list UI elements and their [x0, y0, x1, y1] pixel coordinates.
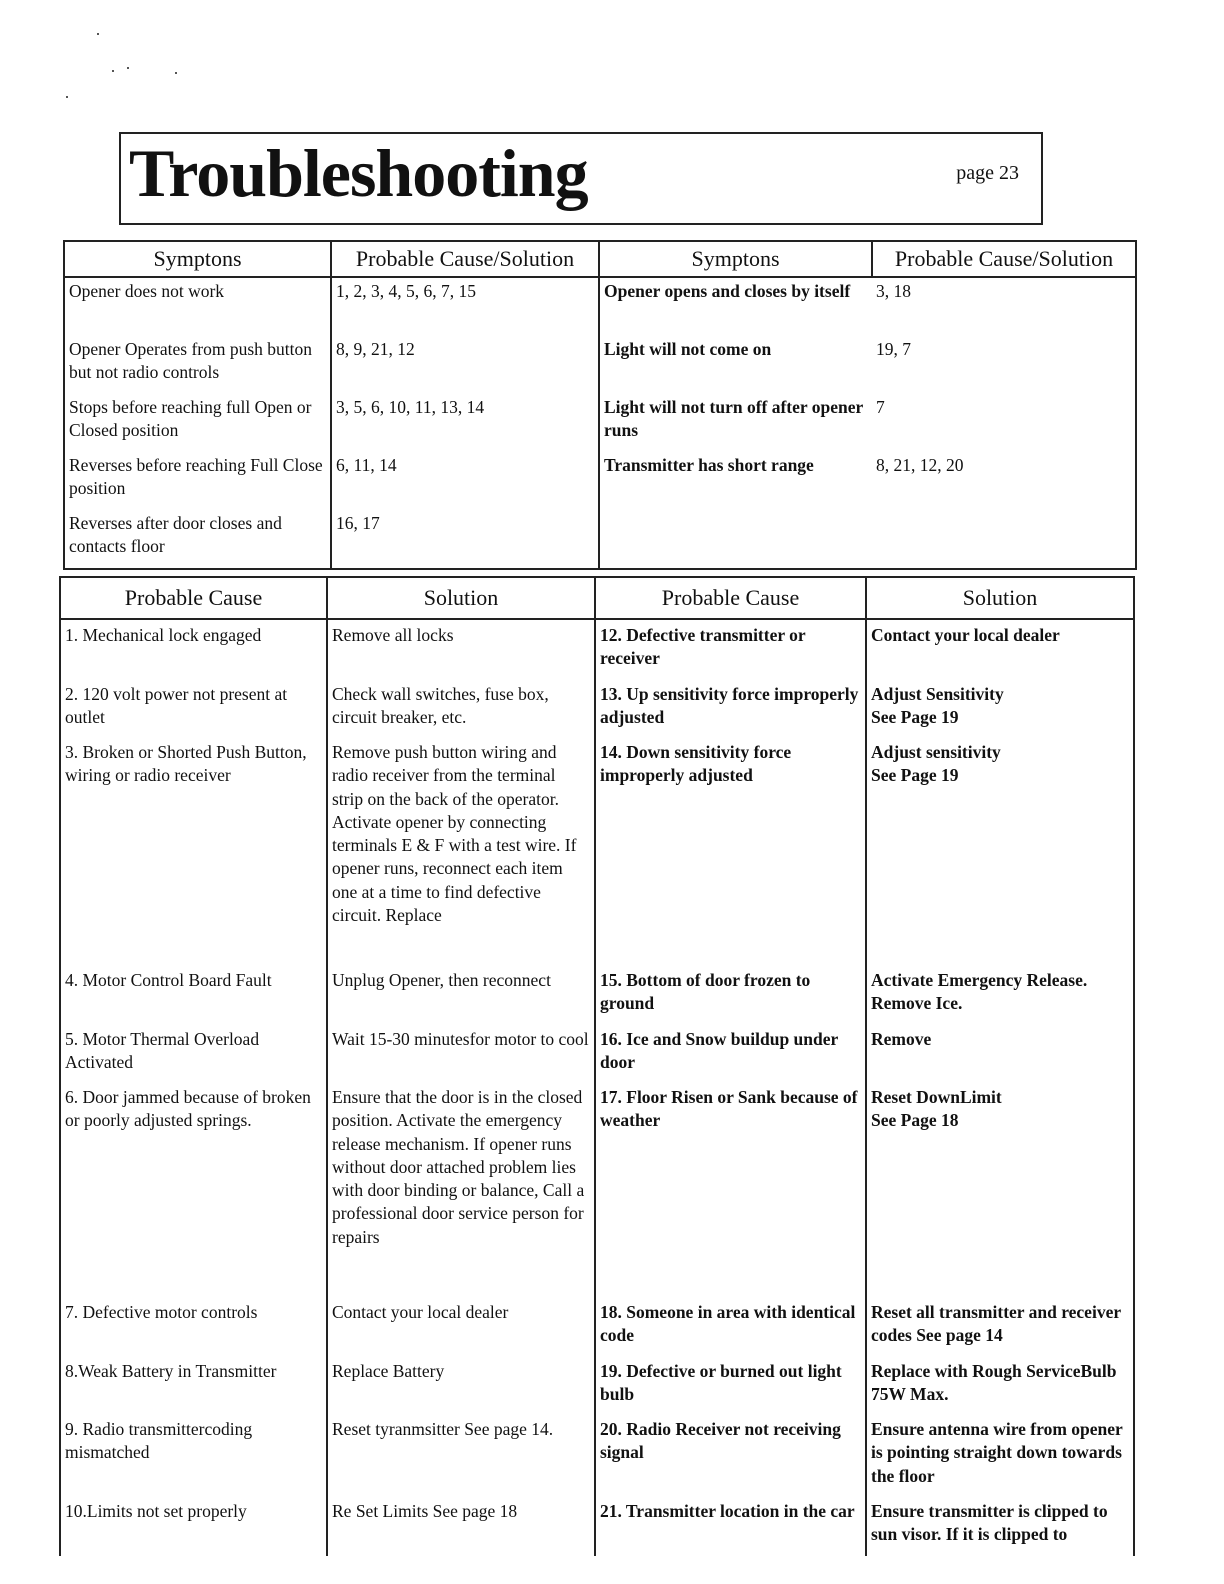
table-cell: Stops before reaching full Open or Closed position [64, 394, 331, 452]
header-probable-cause-left: Probable Cause [60, 577, 327, 619]
symptoms-table [63, 240, 1137, 570]
table-row [64, 277, 1136, 336]
table-cell: 2. 120 volt power not present at outlet [60, 679, 327, 738]
table-cell: Light will not come on [599, 336, 872, 394]
table-cell: 16, 17 [331, 510, 599, 569]
table-cell: Ensure transmitter is clipped to sun visor. If it is clipped to [866, 1496, 1134, 1556]
table-cell: 15. Bottom of door frozen to ground [595, 965, 866, 1024]
table-row [60, 965, 1134, 1024]
header-cause-solution-right: Probable Cause/Solution [872, 241, 1136, 277]
causes-header-row [60, 577, 1134, 619]
table-cell: Remove push button wiring and radio receiver from the terminal strip on the back of the operator. Activate opener by connecting terminals E & F with a test wire. If opener runs, reconnect each item one at a time to find defective circuit. Replace [327, 737, 595, 965]
table-cell: 8, 21, 12, 20 [872, 452, 1136, 510]
table-cell [872, 510, 1136, 569]
table-cell: 19. Defective or burned out light bulb [595, 1356, 866, 1415]
header-symptoms-left: Symptons [64, 241, 331, 277]
table-cell: Ensure antenna wire from opener is pointing straight down towards the floor [866, 1414, 1134, 1496]
header-solution-left: Solution [327, 577, 595, 619]
table-cell: 21. Transmitter location in the car [595, 1496, 866, 1556]
table-row [60, 1297, 1134, 1356]
table-cell: Wait 15-30 minutesfor motor to cool [327, 1024, 595, 1083]
table-cell: Reverses after door closes and contacts floor [64, 510, 331, 569]
table-cell: 20. Radio Receiver not receiving signal [595, 1414, 866, 1496]
page-number: page 23 [956, 162, 1019, 184]
causes-table [59, 576, 1135, 1556]
table-cell: 13. Up sensitivity force improperly adjusted [595, 679, 866, 738]
table-cell: 1. Mechanical lock engaged [60, 619, 327, 679]
table-cell: 16. Ice and Snow buildup under door [595, 1024, 866, 1083]
table-cell: Adjust sensitivity See Page 19 [866, 737, 1134, 965]
symptoms-header-row [64, 241, 1136, 277]
table-cell: 7. Defective motor controls [60, 1297, 327, 1356]
table-cell: Transmitter has short range [599, 452, 872, 510]
table-cell: Contact your local dealer [327, 1297, 595, 1356]
header-solution-right: Solution [866, 577, 1134, 619]
table-row [60, 1082, 1134, 1297]
table-cell: 6, 11, 14 [331, 452, 599, 510]
table-cell: 9. Radio transmittercoding mismatched [60, 1414, 327, 1496]
table-cell: Replace with Rough ServiceBulb 75W Max. [866, 1356, 1134, 1415]
table-cell: 19, 7 [872, 336, 1136, 394]
table-cell: Check wall switches, fuse box, circuit breaker, etc. [327, 679, 595, 738]
table-cell: 3, 18 [872, 277, 1136, 336]
header-symptoms-right: Symptons [599, 241, 872, 277]
table-row [60, 737, 1134, 965]
table-cell [599, 510, 872, 569]
table-row [60, 1414, 1134, 1496]
table-cell: 5. Motor Thermal Overload Activated [60, 1024, 327, 1083]
table-cell: 3, 5, 6, 10, 11, 13, 14 [331, 394, 599, 452]
table-cell: 17. Floor Risen or Sank because of weather [595, 1082, 866, 1297]
table-cell: Reverses before reaching Full Close position [64, 452, 331, 510]
table-cell: Remove [866, 1024, 1134, 1083]
table-cell: 8.Weak Battery in Transmitter [60, 1356, 327, 1415]
table-cell: Contact your local dealer [866, 619, 1134, 679]
table-cell: Unplug Opener, then reconnect [327, 965, 595, 1024]
table-row [64, 394, 1136, 452]
table-cell: 8, 9, 21, 12 [331, 336, 599, 394]
table-cell: 3. Broken or Shorted Push Button, wiring or radio receiver [60, 737, 327, 965]
page-title: Troubleshooting [129, 135, 588, 211]
table-row [60, 1024, 1134, 1083]
title-box [119, 132, 1043, 225]
table-cell: Opener Operates from push button but not radio controls [64, 336, 331, 394]
table-cell: 1, 2, 3, 4, 5, 6, 7, 15 [331, 277, 599, 336]
table-cell: 18. Someone in area with identical code [595, 1297, 866, 1356]
table-cell: 10.Limits not set properly [60, 1496, 327, 1556]
table-cell: Remove all locks [327, 619, 595, 679]
table-cell: Re Set Limits See page 18 [327, 1496, 595, 1556]
table-cell: Ensure that the door is in the closed position. Activate the emergency release mechanism. If opener runs without door attached problem lies with door binding or balance, Call a professional door service person for repairs [327, 1082, 595, 1297]
header-cause-solution-left: Probable Cause/Solution [331, 241, 599, 277]
table-cell: Opener opens and closes by itself [599, 277, 872, 336]
table-row [60, 1496, 1134, 1556]
table-cell: 14. Down sensitivity force improperly adjusted [595, 737, 866, 965]
table-cell: Reset all transmitter and receiver codes See page 14 [866, 1297, 1134, 1356]
table-cell: Reset tyranmsitter See page 14. [327, 1414, 595, 1496]
table-cell: Opener does not work [64, 277, 331, 336]
table-row [60, 679, 1134, 738]
table-row [64, 336, 1136, 394]
table-cell: Activate Emergency Release. Remove Ice. [866, 965, 1134, 1024]
header-probable-cause-right: Probable Cause [595, 577, 866, 619]
table-cell: Adjust Sensitivity See Page 19 [866, 679, 1134, 738]
table-row [60, 619, 1134, 679]
table-cell: Light will not turn off after opener runs [599, 394, 872, 452]
table-row [64, 510, 1136, 569]
table-cell: 7 [872, 394, 1136, 452]
table-cell: 6. Door jammed because of broken or poorly adjusted springs. [60, 1082, 327, 1297]
table-cell: Reset DownLimit See Page 18 [866, 1082, 1134, 1297]
table-cell: Replace Battery [327, 1356, 595, 1415]
table-row [60, 1356, 1134, 1415]
table-row [64, 452, 1136, 510]
table-cell: 12. Defective transmitter or receiver [595, 619, 866, 679]
table-cell: 4. Motor Control Board Fault [60, 965, 327, 1024]
